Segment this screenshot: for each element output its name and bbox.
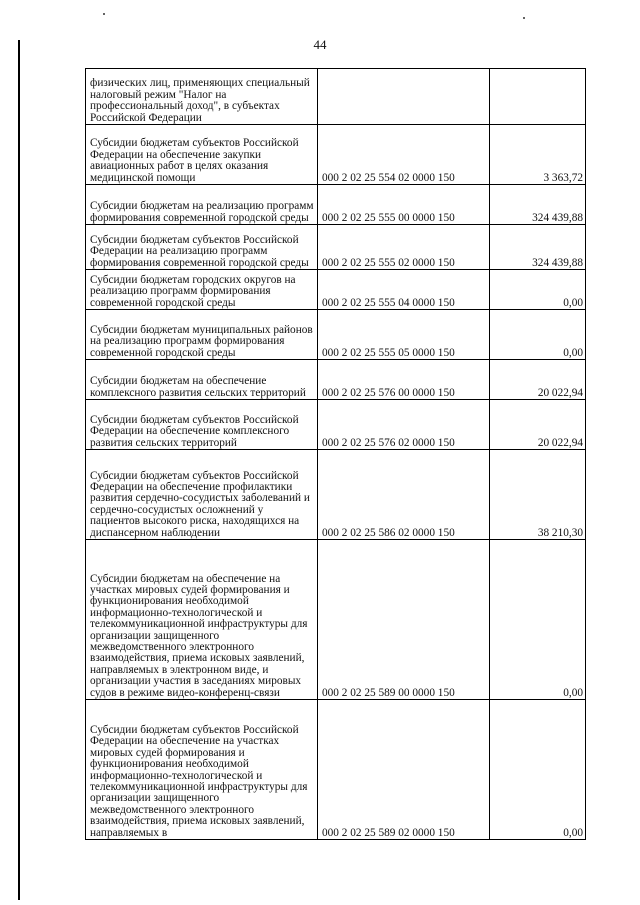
table-row <box>86 69 586 125</box>
row-budget-code: 000 2 02 25 589 00 0000 150 <box>318 540 490 700</box>
row-description: Субсидии бюджетам городских округов на реализацию программ формирования современной городской среды <box>86 270 318 310</box>
row-amount: 0,00 <box>490 700 586 840</box>
row-amount: 324 439,88 <box>490 185 586 225</box>
row-budget-code: 000 2 02 25 576 00 0000 150 <box>318 360 490 400</box>
row-amount: 3 363,72 <box>490 125 586 185</box>
row-amount: 20 022,94 <box>490 400 586 450</box>
table-row <box>86 225 586 270</box>
table-row <box>86 185 586 225</box>
scan-speck <box>103 13 105 15</box>
row-budget-code: 000 2 02 25 586 02 0000 150 <box>318 450 490 540</box>
row-description: Субсидии бюджетам на реализацию программ формирования современной городской среды <box>86 185 318 225</box>
row-description: Субсидии бюджетам на обеспечение комплексного развития сельских территорий <box>86 360 318 400</box>
row-description: Субсидии бюджетам на обеспечение на участках мировых судей формирования и функционирования необходимой информационно-технологической и телекоммуникационной инфраструктуры для организации защищенного межведомственного электронного взаимодействия, приема исковых заявлений, направляемых в электронном виде, и организации участия в заседаниях мировых судов в режиме видео-конференц-связи <box>86 540 318 700</box>
row-amount <box>490 69 586 125</box>
row-description: физических лиц, применяющих специальный налоговый режим "Налог на профессиональный доход", в субъектах Российской Федерации <box>86 69 318 125</box>
row-amount: 0,00 <box>490 540 586 700</box>
row-description: Субсидии бюджетам муниципальных районов на реализацию программ формирования современной городской среды <box>86 310 318 360</box>
row-amount: 0,00 <box>490 270 586 310</box>
row-budget-code: 000 2 02 25 554 02 0000 150 <box>318 125 490 185</box>
row-budget-code: 000 2 02 25 555 04 0000 150 <box>318 270 490 310</box>
table-row <box>86 125 586 185</box>
row-description: Субсидии бюджетам субъектов Российской Федерации на обеспечение комплексного развития сельских территорий <box>86 400 318 450</box>
table-row <box>86 450 586 540</box>
table-row <box>86 360 586 400</box>
row-budget-code: 000 2 02 25 555 02 0000 150 <box>318 225 490 270</box>
row-budget-code: 000 2 02 25 555 05 0000 150 <box>318 310 490 360</box>
row-description: Субсидии бюджетам субъектов Российской Федерации на обеспечение на участках мировых судей формирования и функционирования необходимой информационно-технологической и телекоммуникационной инфраструктуры для организации защищенного межведомственного электронного взаимодействия, приема исковых заявлений, направляемых в <box>86 700 318 840</box>
row-amount: 38 210,30 <box>490 450 586 540</box>
row-budget-code: 000 2 02 25 576 02 0000 150 <box>318 400 490 450</box>
row-description: Субсидии бюджетам субъектов Российской Федерации на реализацию программ формирования современной городской среды <box>86 225 318 270</box>
page-number: 44 <box>313 37 327 52</box>
table-row <box>86 700 586 840</box>
budget-table-body <box>86 69 586 840</box>
row-description: Субсидии бюджетам субъектов Российской Федерации на обеспечение закупки авиационных работ в целях оказания медицинской помощи <box>86 125 318 185</box>
row-budget-code <box>318 69 490 125</box>
scan-border-line <box>18 40 20 900</box>
table-row <box>86 400 586 450</box>
row-amount: 20 022,94 <box>490 360 586 400</box>
budget-table <box>85 68 586 840</box>
table-row <box>86 270 586 310</box>
row-amount: 324 439,88 <box>490 225 586 270</box>
table-row <box>86 310 586 360</box>
row-description: Субсидии бюджетам субъектов Российской Федерации на обеспечение профилактики развития сердечно-сосудистых заболеваний и сердечно-сосудистых осложнений у пациентов высокого риска, находящихся на диспансерном наблюдении <box>86 450 318 540</box>
row-budget-code: 000 2 02 25 589 02 0000 150 <box>318 700 490 840</box>
scan-speck <box>523 17 525 19</box>
table-row <box>86 540 586 700</box>
row-amount: 0,00 <box>490 310 586 360</box>
row-budget-code: 000 2 02 25 555 00 0000 150 <box>318 185 490 225</box>
